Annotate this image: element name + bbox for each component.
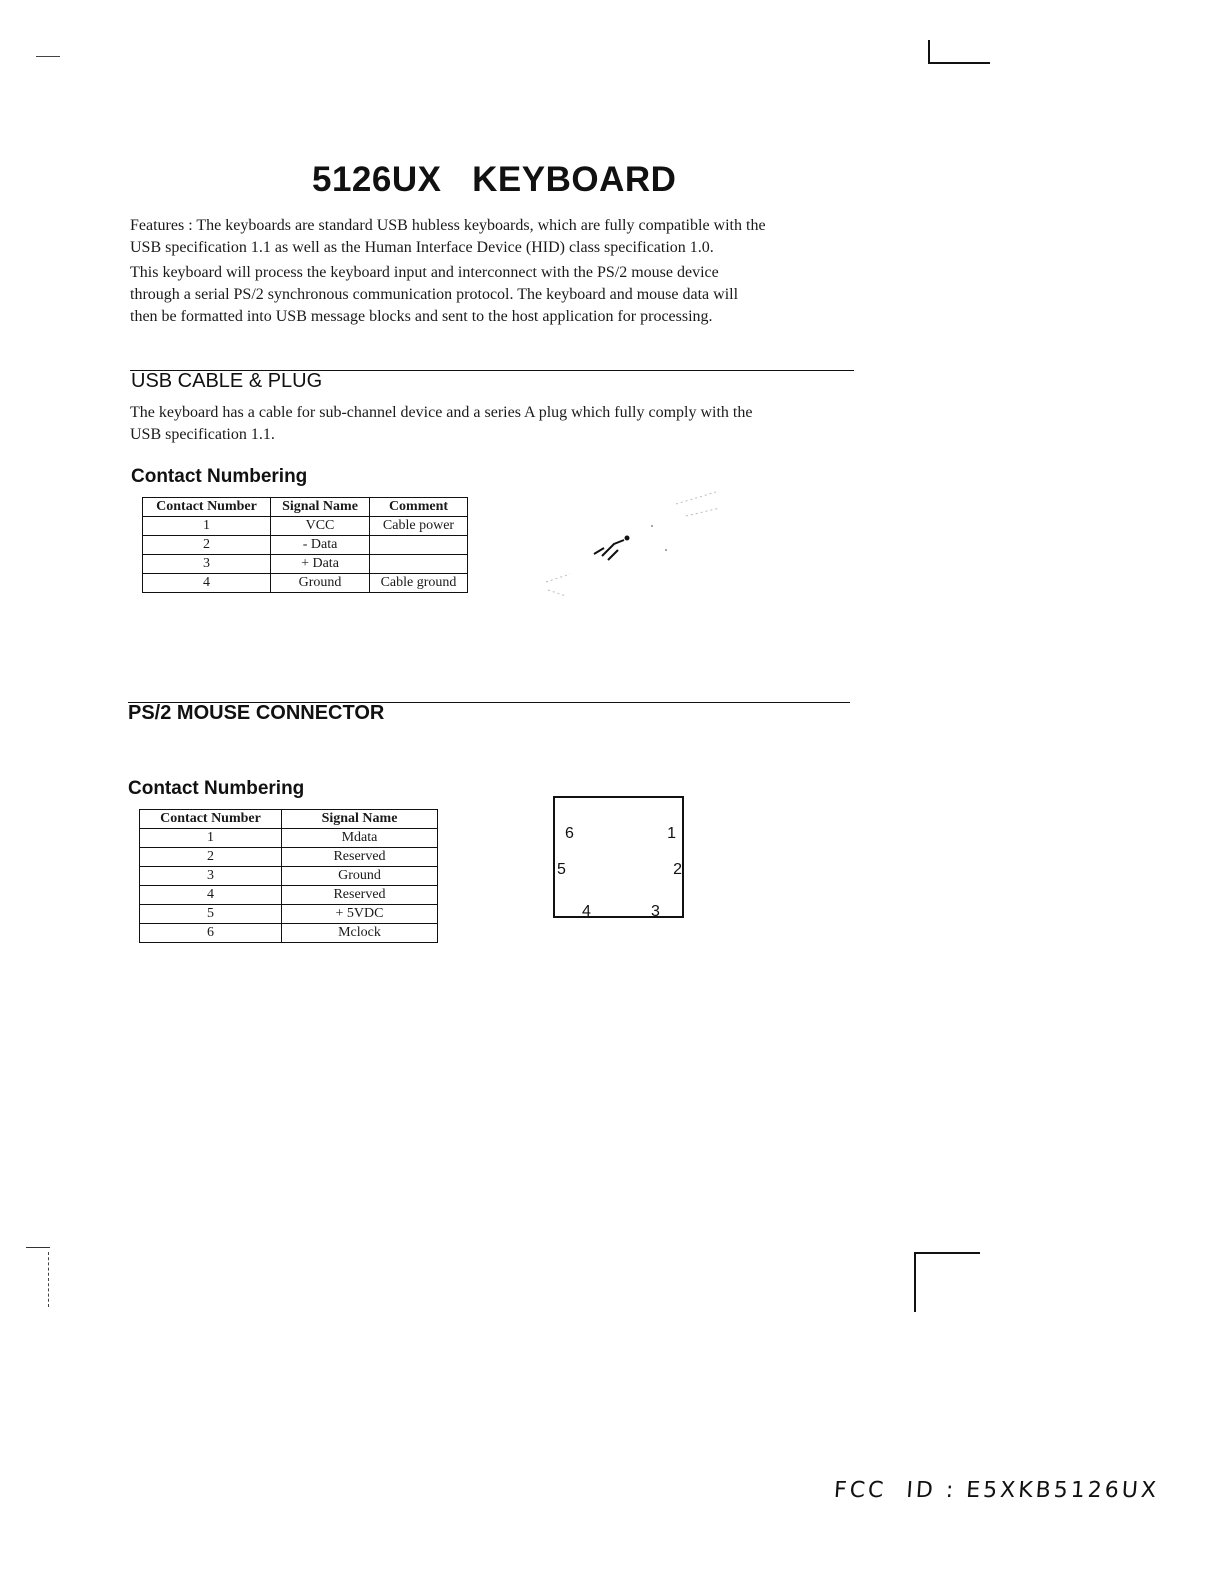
column-header: Contact Number bbox=[143, 498, 271, 517]
table-cell: 6 bbox=[140, 924, 282, 943]
table-row bbox=[143, 555, 468, 574]
table-cell bbox=[370, 555, 468, 574]
subheading-contact-numbering: Contact Numbering bbox=[131, 466, 308, 487]
text-line: USB specification 1.1. bbox=[130, 426, 275, 443]
table-row bbox=[143, 536, 468, 555]
text-line: then be formatted into USB message blocks and sent to the host application for processing. bbox=[130, 308, 713, 325]
page-title: 5126UX KEYBOARD bbox=[312, 160, 677, 199]
table-cell: - Data bbox=[271, 536, 370, 555]
table-row bbox=[143, 574, 468, 593]
table-row bbox=[140, 905, 438, 924]
table-header-row bbox=[140, 810, 438, 829]
ps2-contact-table bbox=[139, 809, 438, 943]
table-row bbox=[143, 517, 468, 536]
pin-label: 1 bbox=[667, 825, 676, 842]
text-line: through a serial PS/2 synchronous communication protocol. The keyboard and mouse data will bbox=[130, 286, 739, 303]
column-header: Comment bbox=[370, 498, 468, 517]
table-cell: Cable power bbox=[370, 517, 468, 536]
table-cell: 3 bbox=[140, 867, 282, 886]
table-cell: 1 bbox=[140, 829, 282, 848]
intro-paragraph bbox=[130, 215, 860, 259]
table-row bbox=[140, 848, 438, 867]
section-heading-ps2: PS/2 MOUSE CONNECTOR bbox=[128, 702, 385, 724]
ps2-connector-diagram bbox=[553, 796, 684, 918]
pin-label: 2 bbox=[673, 861, 682, 878]
table-cell: Reserved bbox=[282, 886, 438, 905]
subheading-contact-numbering: Contact Numbering bbox=[128, 778, 305, 799]
table-cell: 2 bbox=[140, 848, 282, 867]
usb-contact-table bbox=[142, 497, 468, 593]
table-cell: + 5VDC bbox=[282, 905, 438, 924]
usb-plug-illustration bbox=[536, 486, 736, 606]
intro-paragraph bbox=[130, 262, 860, 328]
table-header-row bbox=[143, 498, 468, 517]
scan-speck bbox=[36, 48, 60, 57]
table-cell: + Data bbox=[271, 555, 370, 574]
table-cell: VCC bbox=[271, 517, 370, 536]
table-cell: Mclock bbox=[282, 924, 438, 943]
crop-mark-top-right bbox=[928, 40, 990, 64]
table-cell: 3 bbox=[143, 555, 271, 574]
pin-label: 5 bbox=[557, 861, 566, 878]
text-line: This keyboard will process the keyboard input and interconnect with the PS/2 mouse device bbox=[130, 264, 719, 281]
section-heading-usb: USB CABLE & PLUG bbox=[131, 370, 323, 392]
pin-label: 3 bbox=[651, 903, 660, 920]
table-cell: 1 bbox=[143, 517, 271, 536]
table-cell: 4 bbox=[140, 886, 282, 905]
crop-mark-bottom-right bbox=[914, 1252, 980, 1312]
usb-description bbox=[130, 402, 860, 446]
pin-label: 6 bbox=[565, 825, 574, 842]
table-row bbox=[140, 886, 438, 905]
column-header: Signal Name bbox=[282, 810, 438, 829]
pin-label: 4 bbox=[582, 903, 591, 920]
text-line: The keyboard has a cable for sub-channel device and a series A plug which fully comply with the bbox=[130, 404, 753, 421]
scan-speck bbox=[48, 1252, 50, 1307]
fcc-id-handwritten: FCC ID : E5XKB5126UX bbox=[833, 1478, 1160, 1503]
table-row bbox=[140, 924, 438, 943]
text-line: USB specification 1.1 as well as the Human Interface Device (HID) class specification 1.0. bbox=[130, 239, 714, 256]
scan-speck bbox=[26, 1247, 50, 1250]
table-cell: Ground bbox=[282, 867, 438, 886]
table-row bbox=[140, 829, 438, 848]
table-cell bbox=[370, 536, 468, 555]
table-row bbox=[140, 867, 438, 886]
table-cell: Ground bbox=[271, 574, 370, 593]
table-cell: Mdata bbox=[282, 829, 438, 848]
table-cell: 2 bbox=[143, 536, 271, 555]
table-cell: 4 bbox=[143, 574, 271, 593]
column-header: Contact Number bbox=[140, 810, 282, 829]
table-cell: Cable ground bbox=[370, 574, 468, 593]
table-cell: 5 bbox=[140, 905, 282, 924]
text-line: Features : The keyboards are standard USB hubless keyboards, which are fully compatible with the bbox=[130, 217, 766, 234]
table-cell: Reserved bbox=[282, 848, 438, 867]
column-header: Signal Name bbox=[271, 498, 370, 517]
